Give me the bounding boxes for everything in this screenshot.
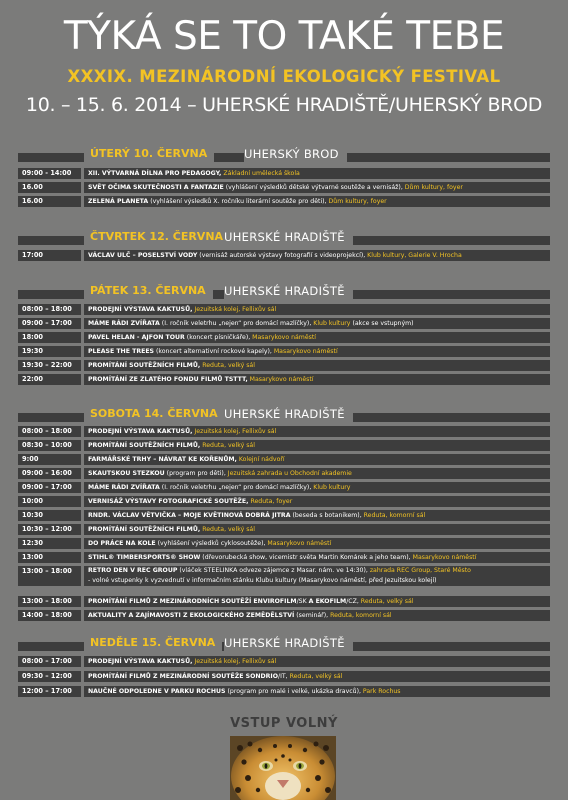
event-desc xyxy=(84,566,550,586)
schedule-row xyxy=(18,538,550,549)
schedule-row xyxy=(18,440,550,451)
event-note: (vláček STEELINKA odveze zájemce z Masar. nám. ve 14:30), xyxy=(179,567,368,574)
event-time: 16.00 xyxy=(18,182,81,193)
event-location: Masarykovo náměstí xyxy=(273,348,338,355)
event-time: 13:00 – 18:00 xyxy=(18,596,81,607)
event-title: VÁCLAV ULČ – POSELSTVÍ VODY xyxy=(88,252,198,259)
event-title: PROMÍTÁNÍ FILMŮ Z MEZINÁRODNÍCH SOUTĚŽÍ ENVIROFILM xyxy=(88,598,297,605)
schedule-row xyxy=(18,304,550,315)
event-location: Park Rochus xyxy=(362,688,401,695)
event-time: 08:00 – 17:00 xyxy=(18,656,81,667)
event-location: zahrada REC Group, Staré Město xyxy=(369,567,471,574)
event-time: 08:30 – 10:00 xyxy=(18,440,81,451)
schedule-row xyxy=(18,566,550,586)
event-desc xyxy=(84,346,550,357)
event-desc xyxy=(84,596,550,607)
day-header xyxy=(18,145,550,163)
free-entry-label: VSTUP VOLNÝ xyxy=(230,716,338,731)
festival-name: XXXIX. MEZINÁRODNÍ EKOLOGICKÝ FESTIVAL xyxy=(67,67,501,86)
event-title: ZELENÁ PLANETA xyxy=(88,198,149,205)
event-time: 9:00 xyxy=(18,454,81,465)
event-note: (vyhlášení výsledků X. ročníku literární soutěže pro děti), xyxy=(150,198,327,205)
event-location: Dům kultury, foyer xyxy=(404,184,463,191)
event-title: SKAUTSKOU STEZKOU xyxy=(88,470,165,477)
event-desc xyxy=(84,332,550,343)
event-title: NAUČNÉ ODPOLEDNE V PARKU ROCHUS xyxy=(88,688,226,695)
schedule-row xyxy=(18,656,550,667)
event-desc xyxy=(84,686,550,697)
day-title: ÚTERÝ 10. ČERVNA xyxy=(84,145,214,163)
event-time: 08:00 – 18:00 xyxy=(18,304,81,315)
event-location: Reduta, komorní sál xyxy=(363,512,426,519)
event-location: Reduta, foyer xyxy=(250,498,293,505)
event-time: 12:30 xyxy=(18,538,81,549)
event-title: PLEASE THE TREES xyxy=(88,348,155,355)
event-note: (vyhlášení výsledků cyklosoutěže), xyxy=(157,540,266,547)
event-location: Jezuitská kolej, Fellixův sál xyxy=(194,658,277,665)
day-place: UHERSKÝ BROD xyxy=(244,145,347,163)
event-time: 16.00 xyxy=(18,196,81,207)
event-location: Masarykovo náměstí xyxy=(249,376,314,383)
day-place: UHERSKÉ HRADIŠTĚ xyxy=(224,634,353,652)
schedule-row xyxy=(18,346,550,357)
day-title: PÁTEK 13. ČERVNA xyxy=(84,282,213,300)
event-location: Základní umělecká škola xyxy=(223,170,300,177)
event-title: PRODEJNÍ VÝSTAVA KAKTUSŮ, xyxy=(88,306,193,313)
schedule-row xyxy=(18,510,550,521)
day-place: UHERSKÉ HRADIŠTĚ xyxy=(224,282,353,300)
day-header xyxy=(18,405,550,423)
event-title: SVĚT OČIMA SKUTEČNOSTI A FANTAZIE xyxy=(88,184,224,191)
event-title-part: A EKOFILM xyxy=(308,598,347,605)
event-title: PROMÍTÁNÍ FILMŮ Z MEZINÁRODNÍ SOUTĚŽE SONDRIO xyxy=(88,673,278,680)
event-time: 12:00 – 17:00 xyxy=(18,686,81,697)
day-title: SOBOTA 14. ČERVNA xyxy=(84,405,225,423)
event-title: DO PRÁCE NA KOLE xyxy=(88,540,156,547)
day-place: UHERSKÉ HRADIŠTĚ xyxy=(224,405,353,423)
schedule-row xyxy=(18,196,550,207)
event-note: (akce se vstupným) xyxy=(352,320,414,327)
event-location: Klub kultury xyxy=(313,320,351,327)
event-time: 13:00 xyxy=(18,552,81,563)
event-time: 14:00 – 18:00 xyxy=(18,610,81,621)
schedule-row xyxy=(18,468,550,479)
schedule-row xyxy=(18,552,550,563)
event-desc xyxy=(84,468,550,479)
schedule-row xyxy=(18,318,550,329)
event-desc xyxy=(84,524,550,535)
event-desc xyxy=(84,318,550,329)
schedule-row xyxy=(18,482,550,493)
event-title: RETRO DEN V REC GROUP xyxy=(88,567,178,574)
schedule-row xyxy=(18,168,550,179)
event-time: 09:00 – 17:00 xyxy=(18,482,81,493)
event-time: 10:30 xyxy=(18,510,81,521)
event-note: (seminář), xyxy=(296,612,329,619)
day-header xyxy=(18,228,550,246)
event-title: PAVEL HELAN - AJFON TOUR xyxy=(88,334,185,341)
event-location: Reduta, velký sál xyxy=(202,442,255,449)
event-note: (vyhlášení výsledků dětské výtvarné soutěže a vernisáž), xyxy=(225,184,403,191)
event-title: PRODEJNÍ VÝSTAVA KAKTUSŮ, xyxy=(88,658,193,665)
event-note: (koncert písničkáře), xyxy=(186,334,251,341)
event-time: 09:00 - 14:00 xyxy=(18,168,81,179)
schedule-row xyxy=(18,496,550,507)
event-location: Kolejní nádvoří xyxy=(238,456,285,463)
event-title: PROMÍTÁNÍ SOUTĚŽNÍCH FILMŮ, xyxy=(88,362,201,369)
event-title: AKTUALITY A ZAJÍMAVOSTI Z EKOLOGICKÉHO ZEMĚDĚLSTVÍ xyxy=(88,612,295,619)
event-location: Dům kultury, foyer xyxy=(328,198,387,205)
event-note-line: - volné vstupenky k vyzvednutí v informačním stánku Klubu kultury (Masarykovo náměstí, před Jezuitskou kolejí) xyxy=(88,577,437,584)
event-note: (vernisáž autorské výstavy fotografií s videoprojekcí), xyxy=(199,252,366,259)
event-time: 10:30 – 12:00 xyxy=(18,524,81,535)
event-title: MÁME RÁDI ZVÍŘATA xyxy=(88,484,160,491)
event-desc xyxy=(84,482,550,493)
event-location: Klub kultury, Galerie V. Hrocha xyxy=(367,252,462,259)
event-note: (beseda s botanikem), xyxy=(292,512,362,519)
event-time: 22:00 xyxy=(18,374,81,385)
schedule-row xyxy=(18,610,550,621)
festival-dates: 10. – 15. 6. 2014 – UHERSKÉ HRADIŠTĚ/UHERSKÝ BROD xyxy=(25,94,543,116)
event-desc xyxy=(84,671,550,682)
event-title: PROMÍTÁNÍ SOUTĚŽNÍCH FILMŮ, xyxy=(88,526,201,533)
schedule-row xyxy=(18,524,550,535)
poster-title: TÝKÁ SE TO TAKÉ TEBE xyxy=(63,14,505,59)
event-note: (I. ročník veletrhu „nejen“ pro domácí mazlíčky), xyxy=(161,320,312,327)
event-note: (dřevorubecká show, vicemistr světa Martin Komárek a jeho team), xyxy=(202,554,411,561)
event-desc xyxy=(84,374,550,385)
leopard-illustration xyxy=(230,736,336,800)
event-desc xyxy=(84,610,550,621)
event-time: 08:00 – 18:00 xyxy=(18,426,81,437)
event-desc xyxy=(84,510,550,521)
event-time: 17:00 xyxy=(18,250,81,261)
schedule-row xyxy=(18,454,550,465)
event-location: Masarykovo náměstí xyxy=(267,540,332,547)
event-desc xyxy=(84,360,550,371)
event-desc xyxy=(84,250,550,261)
schedule-row xyxy=(18,374,550,385)
event-time: 09:00 – 16:00 xyxy=(18,468,81,479)
event-note: (program pro děti), xyxy=(166,470,226,477)
event-location: Klub kultury xyxy=(313,484,351,491)
event-location: Jezuitská zahrada u Obchodní akademie xyxy=(227,470,352,477)
event-desc xyxy=(84,552,550,563)
event-time: 10:00 xyxy=(18,496,81,507)
event-desc xyxy=(84,168,550,179)
day-title: ČTVRTEK 12. ČERVNA xyxy=(84,228,230,246)
event-note: /CZ, xyxy=(346,598,359,605)
event-desc xyxy=(84,496,550,507)
schedule-row xyxy=(18,671,550,682)
event-note: (program pro malé i velké, ukázka dravců), xyxy=(227,688,361,695)
schedule-row xyxy=(18,332,550,343)
event-time: 09:30 – 12:00 xyxy=(18,671,81,682)
event-desc xyxy=(84,538,550,549)
schedule-row xyxy=(18,250,550,261)
schedule-row xyxy=(18,182,550,193)
event-location: Jezuitská kolej, Fellixův sál xyxy=(194,306,277,313)
schedule-row xyxy=(18,360,550,371)
event-desc xyxy=(84,304,550,315)
event-desc xyxy=(84,196,550,207)
event-desc xyxy=(84,440,550,451)
day-title: NEDĚLE 15. ČERVNA xyxy=(84,634,222,652)
event-note: (I. ročník veletrhu „nejen“ pro domácí mazlíčky), xyxy=(161,484,312,491)
event-location: Masarykovo náměstí xyxy=(412,554,477,561)
event-location: Reduta, komorní sál xyxy=(330,612,392,619)
day-place: UHERSKÉ HRADIŠTĚ xyxy=(224,228,353,246)
day-header xyxy=(18,634,550,652)
event-title: VERNISÁŽ VÝSTAVY FOTOGRAFICKÉ SOUTĚŽE, xyxy=(88,498,249,505)
event-location: Jezuitská kolej, Fellixův sál xyxy=(194,428,277,435)
event-note: /SK xyxy=(296,598,307,605)
event-title: MÁME RÁDI ZVÍŘATA xyxy=(88,320,160,327)
event-location: Masarykovo náměstí xyxy=(252,334,317,341)
event-desc xyxy=(84,656,550,667)
event-note: (koncert alternativní rockové kapely), xyxy=(155,348,272,355)
schedule-row xyxy=(18,596,550,607)
event-title: PRODEJNÍ VÝSTAVA KAKTUSŮ, xyxy=(88,428,193,435)
event-desc xyxy=(84,454,550,465)
event-location: Reduta, velký sál xyxy=(289,673,343,680)
event-time: 19:30 xyxy=(18,346,81,357)
event-title: RNDR. VÁCLAV VĚTVIČKA – MOJE KVĚTINOVÁ DOBRÁ JITRA xyxy=(88,512,291,519)
schedule-row xyxy=(18,426,550,437)
event-time: 13:00 – 18:00 xyxy=(18,566,81,586)
event-title: FARMÁŘSKÉ TRHY – NÁVRAT KE KOŘENŮM, xyxy=(88,456,237,463)
event-title: STIHL® TIMBERSPORTS® SHOW xyxy=(88,554,201,561)
event-note: /IT, xyxy=(277,673,288,680)
event-title: PROMÍTÁNÍ SOUTĚŽNÍCH FILMŮ, xyxy=(88,442,201,449)
event-location: Reduta, velký sál xyxy=(360,598,414,605)
event-time: 18:00 xyxy=(18,332,81,343)
event-title: XII. VÝTVARNÁ DÍLNA PRO PEDAGOGY, xyxy=(88,170,222,177)
event-time: 09:00 – 17:00 xyxy=(18,318,81,329)
day-header xyxy=(18,282,550,300)
schedule-row xyxy=(18,686,550,697)
event-title: PROMÍTÁNÍ ZE ZLATÉHO FONDU FILMŮ TSTTT, xyxy=(88,376,248,383)
event-time: 19:30 – 22:00 xyxy=(18,360,81,371)
event-location: Reduta, velký sál xyxy=(202,362,255,369)
leopard-image xyxy=(230,736,336,800)
event-desc xyxy=(84,426,550,437)
event-desc xyxy=(84,182,550,193)
event-location: Reduta, velký sál xyxy=(202,526,255,533)
